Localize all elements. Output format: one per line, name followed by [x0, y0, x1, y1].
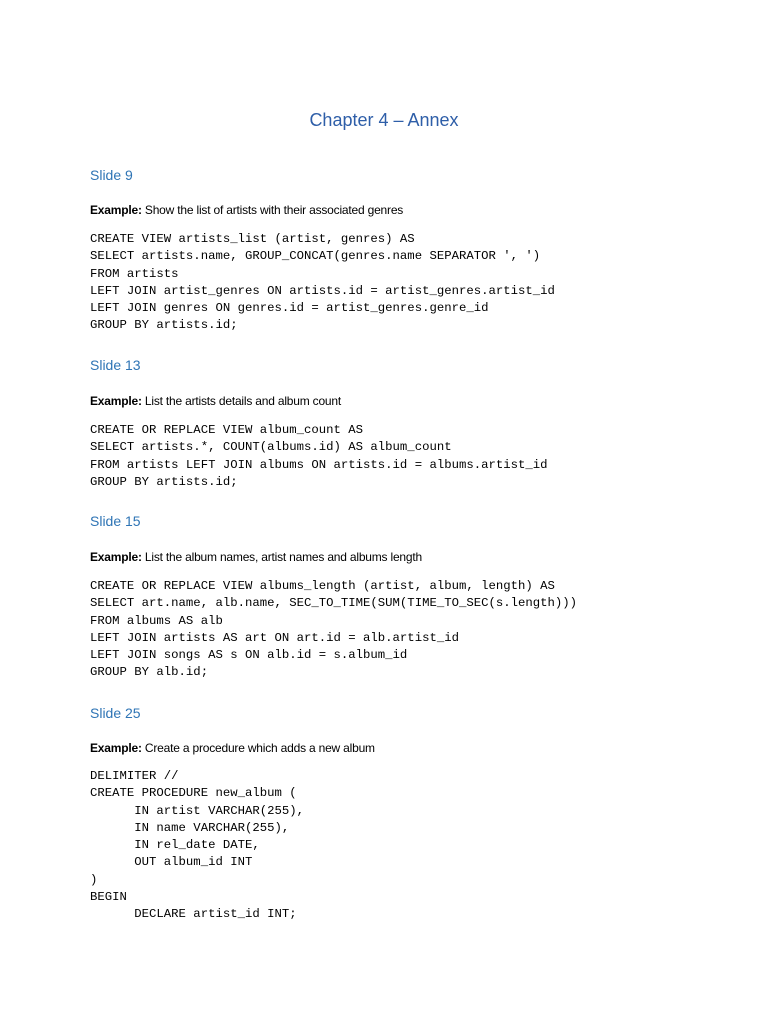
code-block-slide-25: DELIMITER // CREATE PROCEDURE new_album ( IN artist VARCHAR(255), IN name VARCHAR(255), IN rel_date DATE, OUT album_id INT ) BEGIN DECLARE artist_id INT;	[90, 769, 305, 922]
example-line-slide-9	[90, 203, 403, 217]
section-heading-slide-15: Slide 15	[90, 513, 141, 529]
example-text: List the album names, artist names and albums length	[144, 550, 422, 564]
code-block-slide-13: CREATE OR REPLACE VIEW album_count AS SELECT artists.*, COUNT(albums.id) AS album_count FROM artists LEFT JOIN albums ON artists.id = albums.artist_id GROUP BY artists.id;	[90, 423, 548, 489]
section-heading-slide-13: Slide 13	[90, 357, 141, 373]
example-label: Example:	[90, 203, 142, 217]
code-block-slide-9: CREATE VIEW artists_list (artist, genres) AS SELECT artists.name, GROUP_CONCAT(genres.name SEPARATOR ', ') FROM artists LEFT JOIN artist_genres ON artists.id = artist_genres.artist_id LEFT JOIN genres ON genres.id = artist_genres.genre_id GROUP BY artists.id;	[90, 232, 555, 333]
example-label: Example:	[90, 550, 142, 564]
example-label: Example:	[90, 741, 142, 755]
code-block-slide-15: CREATE OR REPLACE VIEW albums_length (artist, album, length) AS SELECT art.name, alb.name, SEC_TO_TIME(SUM(TIME_TO_SEC(s.length))) FROM albums AS alb LEFT JOIN artists AS art ON art.id = alb.artist_id LEFT JOIN songs AS s ON alb.id = s.album_id GROUP BY alb.id;	[90, 579, 578, 680]
section-heading-slide-9: Slide 9	[90, 167, 133, 183]
example-text: Create a procedure which adds a new album	[144, 741, 375, 755]
example-text: Show the list of artists with their associated genres	[144, 203, 404, 217]
section-heading-slide-25: Slide 25	[90, 705, 141, 721]
example-line-slide-15	[90, 550, 422, 564]
document-title: Chapter 4 – Annex	[309, 110, 459, 130]
example-text: List the artists details and album count	[144, 394, 342, 408]
example-label: Example:	[90, 394, 142, 408]
example-line-slide-13	[90, 394, 341, 408]
example-line-slide-25	[90, 741, 375, 755]
